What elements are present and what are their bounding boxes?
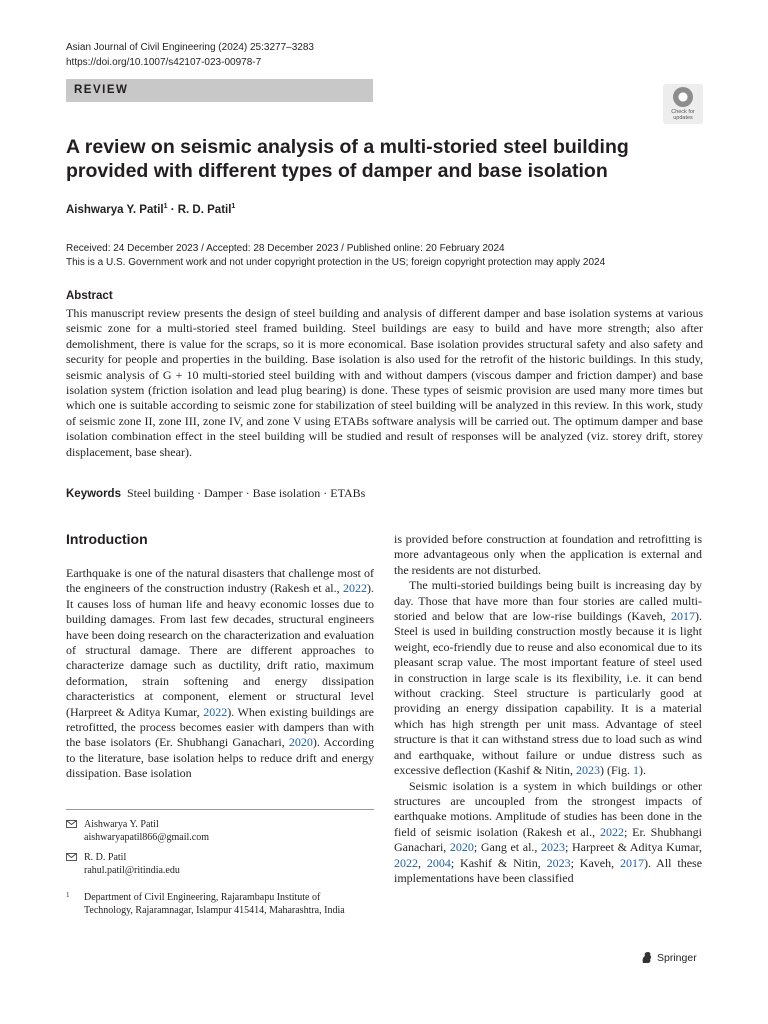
citation-link[interactable]: 2017 [671, 609, 695, 624]
paragraph: The multi-storied buildings being built is increasing day by day. Those that have more than four stories are called multi-storied and below that are low-rise buildings (Kaveh, 2017). Steel is used in building construction mostly because it is light weight, eco-friendly due to reuse and also economical due to its pleasant scrap value. The most important feature of steel used in construction in large scale is its flexibility, i.e. it can bend without cracking. Steel structure is particularly good at providing an energy dissipation capability. It is a material which has high strength per unit mass. Advantage of steel structure is that it can withstand stress due to load such as wind and earthquake, without failure or undue distress such as excessive deflection (Kashif & Nitin, 2023) (Fig. 1). [394, 578, 702, 778]
author-separator: · [167, 203, 178, 216]
paragraph: is provided before construction at foundation and retrofitting is more advantageous only when the application is external and the residents are not disturbed. [394, 532, 702, 577]
dates-line: Received: 24 December 2023 / Accepted: 28 December 2023 / Published online: 20 February 2024 [66, 243, 505, 254]
paragraph: Seismic isolation is a system in which buildings or other structures are uncoupled from the strongest impacts of earthquake motions. Amplitude of studies has been done in the field of seismic isolation (Rakesh et al., 2022; Er. Shubhangi Ganachari, 2020; Gang et al., 2023; Harpreet & Aditya Kumar, 2022, 2004; Kashif & Nitin, 2023; Kaveh, 2017). All these implementations have been classified [394, 778, 703, 885]
correspondence-author-1 [66, 818, 209, 844]
publication-dates [66, 242, 605, 270]
abstract-body: This manuscript review presents the design of steel building and analysis of different damper and base isolation systems at various seismic zone for a multi-storied steel framed building. Steel buildings are easy to build and have more strength; also after demolishment, there is value for the scraps, so it is more economical. Base isolation provides structural safety and also safety and security for people and properties in the building. Base isolation is also used for the retrofit of the historic buildings. In this study, seismic analysis of G + 10 multi-storied steel building with and without dampers (viscous damper and friction damper) and base isolation system (friction isolation and lead plug bearing) is done. These types of seismic provision are used many more times but which one is suitable according to seismic zone for stabilization of steel building will be analyzed in this review. In this work, study of seismic zone II, zone III, zone IV, and zone V using ETABs software analysis will be carried out. The optimum damper and base isolation combination effect in the steel building will be studied and result of responses will be analyzed (viz. storey drift, storey displacement, base shear). [66, 306, 703, 459]
doi-link[interactable]: https://doi.org/10.1007/s42107-023-00978-7 [66, 57, 262, 68]
publisher-logo [640, 951, 697, 964]
correspondence-email[interactable]: aishwaryapatil866@gmail.com [84, 832, 210, 843]
keywords-list: Steel building · Damper · Base isolation · ETABs [126, 486, 366, 500]
affiliation-footnote [66, 891, 366, 917]
envelope-icon[interactable] [66, 820, 77, 828]
correspondence-name: Aishwarya Y. Patil [84, 819, 159, 830]
envelope-icon[interactable] [66, 853, 77, 861]
citation-link[interactable]: 2023 [575, 763, 600, 778]
check-updates-line1: Check for [671, 109, 695, 115]
article-type-bar: REVIEW [66, 79, 373, 102]
citation-link[interactable]: 2022 [599, 824, 624, 839]
author-affil-sup: 1 [231, 203, 236, 210]
affiliation-number: 1 [66, 891, 70, 899]
citation-link[interactable]: 2017 [619, 855, 644, 870]
correspondence-email[interactable]: rahul.patil@ritindia.edu [84, 865, 180, 876]
keywords [66, 486, 365, 501]
figure-link[interactable]: 1 [632, 763, 639, 778]
citation-link[interactable]: 2022 [343, 581, 367, 596]
affiliation-text: Department of Civil Engineering, Rajarambapu Institute of Technology, Rajaramnagar, Islampur 415414, Maharashtra, India [84, 892, 345, 916]
citation-link[interactable]: 2020 [449, 840, 474, 855]
citation-link[interactable]: 2022 [394, 855, 418, 870]
publisher-name: Springer [657, 951, 697, 964]
correspondence-author-2 [66, 851, 180, 877]
citation-link[interactable]: 2023 [546, 855, 571, 870]
journal-citation: Asian Journal of Civil Engineering (2024) 25:3277–3283 [66, 42, 314, 53]
article-title: A review on seismic analysis of a multi-storied steel building provided with different types of damper and base isolation [66, 136, 629, 182]
journal-meta [66, 40, 314, 70]
citation-link[interactable]: 2022 [203, 704, 228, 719]
author-name[interactable]: R. D. Patil [177, 203, 232, 216]
author-list [66, 203, 235, 216]
citation-link[interactable]: 2023 [541, 840, 566, 855]
correspondence-name: R. D. Patil [84, 852, 127, 863]
footnote-divider [66, 809, 374, 810]
author-name[interactable]: Aishwarya Y. Patil [66, 203, 164, 216]
crossmark-icon [673, 87, 693, 107]
author-affil-sup: 1 [163, 203, 168, 210]
check-updates-line2: updates [673, 115, 693, 121]
keywords-label: Keywords [66, 488, 121, 500]
copyright-line: This is a U.S. Government work and not under copyright protection in the US; foreign copyright protection may apply 2024 [66, 257, 606, 268]
intro-left-column [66, 566, 374, 782]
intro-right-column [394, 532, 702, 886]
citation-link[interactable]: 2020 [288, 735, 313, 750]
paragraph: Earthquake is one of the natural disasters that challenge most of the engineers of the construction industry (Rakesh et al., 2022). It causes loss of human life and heavy economic losses due to building damages. From last few decades, structural engineers have been doing research on the characterization and evaluation of structural damage. There are different approaches to characterize damage such as ductility, drift ratio, maximum deformation, strain softening and energy dissipation characteristics at component, element or structural level (Harpreet & Aditya Kumar, 2022). When existing buildings are retrofitted, the process becomes easier with dampers than with the base isolators (Er. Shubhangi Ganachari, 2020). According to the literature, base isolation helps to reduce drift and energy dissipation. Base isolation [66, 566, 375, 781]
springer-horse-icon [640, 951, 653, 964]
citation-link[interactable]: 2004 [426, 855, 451, 870]
section-heading-introduction: Introduction [66, 531, 148, 547]
check-for-updates-badge[interactable] [663, 84, 703, 124]
abstract-heading: Abstract [66, 290, 113, 302]
